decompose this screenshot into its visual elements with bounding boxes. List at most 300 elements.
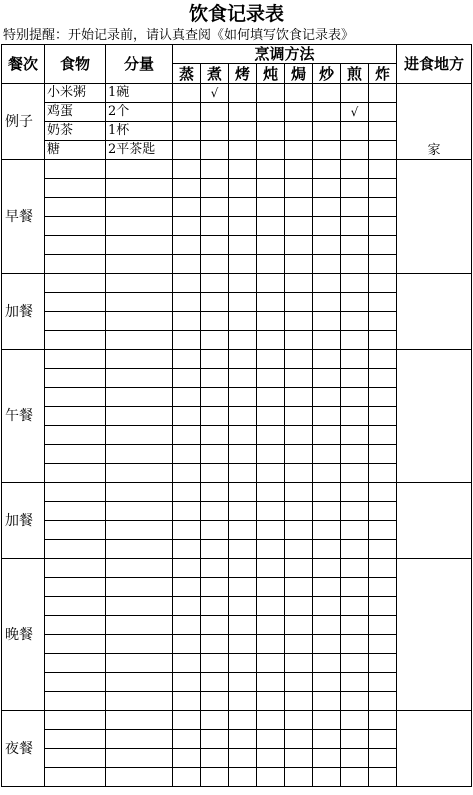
method-check-cell[interactable] (313, 274, 341, 293)
method-check-cell[interactable] (173, 521, 201, 540)
method-check-cell[interactable] (257, 559, 285, 578)
method-check-cell[interactable] (369, 483, 397, 502)
method-check-cell[interactable] (201, 673, 229, 692)
method-check-cell[interactable] (313, 768, 341, 787)
food-input-cell[interactable] (45, 749, 106, 768)
food-input-cell[interactable] (45, 293, 106, 312)
method-check-cell[interactable] (257, 597, 285, 616)
method-check-cell[interactable] (257, 369, 285, 388)
quantity-input-cell[interactable] (106, 274, 173, 293)
method-check-cell[interactable] (313, 293, 341, 312)
method-check-cell[interactable] (257, 768, 285, 787)
method-check-cell[interactable] (229, 635, 257, 654)
method-check-cell[interactable] (173, 597, 201, 616)
method-check-cell[interactable] (313, 160, 341, 179)
method-check-cell[interactable] (229, 521, 257, 540)
method-check-cell[interactable] (229, 540, 257, 559)
method-check-cell[interactable] (229, 160, 257, 179)
quantity-input-cell[interactable] (106, 388, 173, 407)
method-check-cell[interactable] (201, 654, 229, 673)
method-check-cell[interactable] (369, 369, 397, 388)
method-check-cell[interactable] (285, 407, 313, 426)
method-check-cell[interactable] (369, 445, 397, 464)
method-check-cell[interactable] (369, 331, 397, 350)
food-input-cell[interactable] (45, 597, 106, 616)
method-check-cell[interactable] (369, 616, 397, 635)
method-check-cell[interactable] (229, 711, 257, 730)
method-check-cell[interactable] (201, 502, 229, 521)
method-check-cell[interactable] (173, 160, 201, 179)
method-check-cell[interactable] (285, 293, 313, 312)
method-check-cell[interactable] (341, 540, 369, 559)
method-check-cell[interactable] (201, 559, 229, 578)
food-input-cell[interactable] (45, 730, 106, 749)
method-check-cell[interactable] (173, 274, 201, 293)
food-input-cell[interactable] (45, 407, 106, 426)
quantity-input-cell[interactable] (106, 578, 173, 597)
method-check-cell[interactable] (201, 749, 229, 768)
quantity-input-cell[interactable] (106, 350, 173, 369)
method-check-cell[interactable] (313, 179, 341, 198)
method-check-cell[interactable] (313, 749, 341, 768)
method-check-cell[interactable] (201, 255, 229, 274)
quantity-input-cell[interactable] (106, 445, 173, 464)
method-check-cell[interactable] (229, 768, 257, 787)
place-input-cell[interactable] (397, 483, 472, 559)
method-check-cell[interactable] (201, 730, 229, 749)
place-input-cell[interactable] (397, 559, 472, 711)
method-check-cell[interactable] (285, 692, 313, 711)
quantity-input-cell[interactable] (106, 692, 173, 711)
method-check-cell[interactable] (173, 217, 201, 236)
method-check-cell[interactable] (285, 350, 313, 369)
food-input-cell[interactable] (45, 160, 106, 179)
method-check-cell[interactable] (313, 521, 341, 540)
method-check-cell[interactable] (257, 578, 285, 597)
method-check-cell[interactable] (229, 369, 257, 388)
method-check-cell[interactable] (229, 654, 257, 673)
method-check-cell[interactable] (369, 160, 397, 179)
method-check-cell[interactable] (369, 559, 397, 578)
method-check-cell[interactable] (341, 198, 369, 217)
method-check-cell[interactable] (229, 692, 257, 711)
method-check-cell[interactable] (229, 198, 257, 217)
method-check-cell[interactable] (313, 198, 341, 217)
method-check-cell[interactable] (257, 217, 285, 236)
method-check-cell[interactable] (341, 768, 369, 787)
method-check-cell[interactable] (229, 445, 257, 464)
method-check-cell[interactable] (257, 426, 285, 445)
method-check-cell[interactable] (341, 559, 369, 578)
method-check-cell[interactable] (369, 426, 397, 445)
food-input-cell[interactable] (45, 692, 106, 711)
method-check-cell[interactable] (201, 160, 229, 179)
method-check-cell[interactable] (257, 730, 285, 749)
method-check-cell[interactable] (313, 635, 341, 654)
method-check-cell[interactable] (369, 255, 397, 274)
quantity-input-cell[interactable] (106, 464, 173, 483)
method-check-cell[interactable] (201, 293, 229, 312)
method-check-cell[interactable] (341, 255, 369, 274)
method-check-cell[interactable] (257, 331, 285, 350)
method-check-cell[interactable] (173, 502, 201, 521)
method-check-cell[interactable] (369, 312, 397, 331)
food-input-cell[interactable] (45, 464, 106, 483)
method-check-cell[interactable] (313, 236, 341, 255)
method-check-cell[interactable] (369, 388, 397, 407)
method-check-cell[interactable] (201, 616, 229, 635)
method-check-cell[interactable] (201, 217, 229, 236)
method-check-cell[interactable] (341, 635, 369, 654)
method-check-cell[interactable] (173, 407, 201, 426)
method-check-cell[interactable] (173, 388, 201, 407)
method-check-cell[interactable] (285, 711, 313, 730)
method-check-cell[interactable] (257, 198, 285, 217)
method-check-cell[interactable] (257, 255, 285, 274)
place-input-cell[interactable] (397, 160, 472, 274)
method-check-cell[interactable] (257, 521, 285, 540)
method-check-cell[interactable] (257, 236, 285, 255)
method-check-cell[interactable] (341, 711, 369, 730)
method-check-cell[interactable] (341, 369, 369, 388)
method-check-cell[interactable] (201, 692, 229, 711)
quantity-input-cell[interactable] (106, 407, 173, 426)
food-input-cell[interactable] (45, 255, 106, 274)
method-check-cell[interactable] (313, 692, 341, 711)
method-check-cell[interactable] (201, 407, 229, 426)
method-check-cell[interactable] (341, 749, 369, 768)
method-check-cell[interactable] (369, 274, 397, 293)
method-check-cell[interactable] (341, 502, 369, 521)
method-check-cell[interactable] (341, 578, 369, 597)
method-check-cell[interactable] (313, 730, 341, 749)
method-check-cell[interactable] (257, 483, 285, 502)
method-check-cell[interactable] (173, 312, 201, 331)
method-check-cell[interactable] (257, 407, 285, 426)
method-check-cell[interactable] (257, 635, 285, 654)
quantity-input-cell[interactable] (106, 768, 173, 787)
method-check-cell[interactable] (313, 369, 341, 388)
method-check-cell[interactable] (201, 388, 229, 407)
method-check-cell[interactable] (201, 464, 229, 483)
food-input-cell[interactable] (45, 673, 106, 692)
method-check-cell[interactable] (173, 768, 201, 787)
method-check-cell[interactable] (313, 559, 341, 578)
method-check-cell[interactable] (229, 350, 257, 369)
method-check-cell[interactable] (341, 654, 369, 673)
method-check-cell[interactable] (285, 597, 313, 616)
method-check-cell[interactable] (257, 274, 285, 293)
method-check-cell[interactable] (285, 217, 313, 236)
food-input-cell[interactable] (45, 331, 106, 350)
method-check-cell[interactable] (229, 597, 257, 616)
method-check-cell[interactable] (173, 616, 201, 635)
method-check-cell[interactable] (369, 540, 397, 559)
method-check-cell[interactable] (257, 673, 285, 692)
food-input-cell[interactable] (45, 521, 106, 540)
food-input-cell[interactable] (45, 236, 106, 255)
method-check-cell[interactable] (313, 350, 341, 369)
method-check-cell[interactable] (257, 445, 285, 464)
method-check-cell[interactable] (285, 426, 313, 445)
method-check-cell[interactable] (313, 331, 341, 350)
method-check-cell[interactable] (229, 426, 257, 445)
method-check-cell[interactable] (369, 198, 397, 217)
method-check-cell[interactable] (201, 483, 229, 502)
method-check-cell[interactable] (369, 236, 397, 255)
method-check-cell[interactable] (229, 274, 257, 293)
method-check-cell[interactable] (229, 578, 257, 597)
method-check-cell[interactable] (313, 502, 341, 521)
method-check-cell[interactable] (257, 711, 285, 730)
method-check-cell[interactable] (313, 597, 341, 616)
method-check-cell[interactable] (369, 521, 397, 540)
method-check-cell[interactable] (285, 559, 313, 578)
quantity-input-cell[interactable] (106, 654, 173, 673)
method-check-cell[interactable] (341, 217, 369, 236)
food-input-cell[interactable] (45, 388, 106, 407)
method-check-cell[interactable] (341, 445, 369, 464)
method-check-cell[interactable] (257, 312, 285, 331)
food-input-cell[interactable] (45, 616, 106, 635)
method-check-cell[interactable] (173, 654, 201, 673)
method-check-cell[interactable] (285, 236, 313, 255)
method-check-cell[interactable] (369, 749, 397, 768)
method-check-cell[interactable] (313, 673, 341, 692)
food-input-cell[interactable] (45, 312, 106, 331)
method-check-cell[interactable] (369, 179, 397, 198)
quantity-input-cell[interactable] (106, 673, 173, 692)
method-check-cell[interactable] (229, 388, 257, 407)
method-check-cell[interactable] (173, 350, 201, 369)
method-check-cell[interactable] (313, 483, 341, 502)
method-check-cell[interactable] (369, 635, 397, 654)
method-check-cell[interactable] (341, 692, 369, 711)
method-check-cell[interactable] (257, 616, 285, 635)
food-input-cell[interactable] (45, 198, 106, 217)
method-check-cell[interactable] (257, 540, 285, 559)
method-check-cell[interactable] (285, 502, 313, 521)
method-check-cell[interactable] (201, 312, 229, 331)
method-check-cell[interactable] (285, 464, 313, 483)
method-check-cell[interactable] (369, 293, 397, 312)
method-check-cell[interactable] (313, 388, 341, 407)
method-check-cell[interactable] (229, 179, 257, 198)
method-check-cell[interactable] (201, 236, 229, 255)
method-check-cell[interactable] (341, 597, 369, 616)
method-check-cell[interactable] (313, 217, 341, 236)
method-check-cell[interactable] (369, 217, 397, 236)
quantity-input-cell[interactable] (106, 521, 173, 540)
method-check-cell[interactable] (229, 673, 257, 692)
food-input-cell[interactable] (45, 654, 106, 673)
method-check-cell[interactable] (341, 673, 369, 692)
quantity-input-cell[interactable] (106, 616, 173, 635)
quantity-input-cell[interactable] (106, 255, 173, 274)
method-check-cell[interactable] (229, 483, 257, 502)
method-check-cell[interactable] (173, 730, 201, 749)
method-check-cell[interactable] (313, 540, 341, 559)
method-check-cell[interactable] (173, 179, 201, 198)
method-check-cell[interactable] (201, 179, 229, 198)
method-check-cell[interactable] (173, 198, 201, 217)
method-check-cell[interactable] (341, 426, 369, 445)
method-check-cell[interactable] (229, 236, 257, 255)
food-input-cell[interactable] (45, 274, 106, 293)
method-check-cell[interactable] (369, 464, 397, 483)
method-check-cell[interactable] (341, 274, 369, 293)
method-check-cell[interactable] (313, 255, 341, 274)
method-check-cell[interactable] (313, 464, 341, 483)
method-check-cell[interactable] (173, 483, 201, 502)
method-check-cell[interactable] (173, 559, 201, 578)
method-check-cell[interactable] (285, 673, 313, 692)
method-check-cell[interactable] (285, 768, 313, 787)
method-check-cell[interactable] (173, 369, 201, 388)
method-check-cell[interactable] (257, 388, 285, 407)
method-check-cell[interactable] (201, 521, 229, 540)
food-input-cell[interactable] (45, 217, 106, 236)
method-check-cell[interactable] (201, 350, 229, 369)
quantity-input-cell[interactable] (106, 540, 173, 559)
method-check-cell[interactable] (257, 160, 285, 179)
method-check-cell[interactable] (173, 445, 201, 464)
method-check-cell[interactable] (285, 255, 313, 274)
method-check-cell[interactable] (285, 198, 313, 217)
method-check-cell[interactable] (341, 388, 369, 407)
method-check-cell[interactable] (285, 445, 313, 464)
food-input-cell[interactable] (45, 483, 106, 502)
method-check-cell[interactable] (257, 179, 285, 198)
method-check-cell[interactable] (313, 616, 341, 635)
method-check-cell[interactable] (341, 179, 369, 198)
method-check-cell[interactable] (229, 293, 257, 312)
method-check-cell[interactable] (229, 407, 257, 426)
method-check-cell[interactable] (173, 236, 201, 255)
method-check-cell[interactable] (201, 540, 229, 559)
method-check-cell[interactable] (201, 578, 229, 597)
method-check-cell[interactable] (229, 464, 257, 483)
method-check-cell[interactable] (285, 331, 313, 350)
method-check-cell[interactable] (173, 673, 201, 692)
method-check-cell[interactable] (257, 749, 285, 768)
method-check-cell[interactable] (201, 445, 229, 464)
method-check-cell[interactable] (173, 540, 201, 559)
method-check-cell[interactable] (173, 692, 201, 711)
place-input-cell[interactable] (397, 350, 472, 483)
food-input-cell[interactable] (45, 559, 106, 578)
method-check-cell[interactable] (341, 350, 369, 369)
method-check-cell[interactable] (229, 255, 257, 274)
quantity-input-cell[interactable] (106, 730, 173, 749)
method-check-cell[interactable] (285, 654, 313, 673)
food-input-cell[interactable] (45, 502, 106, 521)
place-input-cell[interactable] (397, 274, 472, 350)
method-check-cell[interactable] (285, 521, 313, 540)
method-check-cell[interactable] (369, 692, 397, 711)
food-input-cell[interactable] (45, 369, 106, 388)
quantity-input-cell[interactable] (106, 160, 173, 179)
method-check-cell[interactable] (313, 312, 341, 331)
food-input-cell[interactable] (45, 768, 106, 787)
method-check-cell[interactable] (201, 711, 229, 730)
food-input-cell[interactable] (45, 445, 106, 464)
method-check-cell[interactable] (285, 749, 313, 768)
method-check-cell[interactable] (369, 578, 397, 597)
method-check-cell[interactable] (313, 578, 341, 597)
food-input-cell[interactable] (45, 711, 106, 730)
method-check-cell[interactable] (369, 597, 397, 616)
method-check-cell[interactable] (341, 730, 369, 749)
quantity-input-cell[interactable] (106, 293, 173, 312)
method-check-cell[interactable] (257, 464, 285, 483)
method-check-cell[interactable] (201, 635, 229, 654)
method-check-cell[interactable] (229, 312, 257, 331)
method-check-cell[interactable] (173, 711, 201, 730)
method-check-cell[interactable] (173, 293, 201, 312)
method-check-cell[interactable] (285, 388, 313, 407)
method-check-cell[interactable] (341, 521, 369, 540)
method-check-cell[interactable] (369, 350, 397, 369)
method-check-cell[interactable] (229, 616, 257, 635)
quantity-input-cell[interactable] (106, 369, 173, 388)
method-check-cell[interactable] (257, 350, 285, 369)
method-check-cell[interactable] (341, 407, 369, 426)
method-check-cell[interactable] (285, 274, 313, 293)
method-check-cell[interactable] (257, 293, 285, 312)
method-check-cell[interactable] (285, 616, 313, 635)
quantity-input-cell[interactable] (106, 331, 173, 350)
food-input-cell[interactable] (45, 635, 106, 654)
method-check-cell[interactable] (201, 331, 229, 350)
method-check-cell[interactable] (173, 749, 201, 768)
food-input-cell[interactable] (45, 179, 106, 198)
food-input-cell[interactable] (45, 578, 106, 597)
food-input-cell[interactable] (45, 540, 106, 559)
method-check-cell[interactable] (369, 730, 397, 749)
method-check-cell[interactable] (341, 464, 369, 483)
method-check-cell[interactable] (285, 179, 313, 198)
method-check-cell[interactable] (229, 217, 257, 236)
method-check-cell[interactable] (369, 768, 397, 787)
quantity-input-cell[interactable] (106, 426, 173, 445)
method-check-cell[interactable] (201, 768, 229, 787)
method-check-cell[interactable] (257, 654, 285, 673)
quantity-input-cell[interactable] (106, 502, 173, 521)
method-check-cell[interactable] (285, 578, 313, 597)
method-check-cell[interactable] (257, 502, 285, 521)
method-check-cell[interactable] (341, 160, 369, 179)
quantity-input-cell[interactable] (106, 179, 173, 198)
method-check-cell[interactable] (201, 369, 229, 388)
quantity-input-cell[interactable] (106, 312, 173, 331)
method-check-cell[interactable] (229, 331, 257, 350)
method-check-cell[interactable] (285, 160, 313, 179)
method-check-cell[interactable] (369, 711, 397, 730)
method-check-cell[interactable] (201, 426, 229, 445)
quantity-input-cell[interactable] (106, 749, 173, 768)
method-check-cell[interactable] (369, 654, 397, 673)
method-check-cell[interactable] (341, 616, 369, 635)
method-check-cell[interactable] (313, 407, 341, 426)
method-check-cell[interactable] (201, 274, 229, 293)
method-check-cell[interactable] (341, 236, 369, 255)
method-check-cell[interactable] (313, 654, 341, 673)
method-check-cell[interactable] (285, 730, 313, 749)
method-check-cell[interactable] (229, 730, 257, 749)
method-check-cell[interactable] (369, 673, 397, 692)
method-check-cell[interactable] (341, 331, 369, 350)
